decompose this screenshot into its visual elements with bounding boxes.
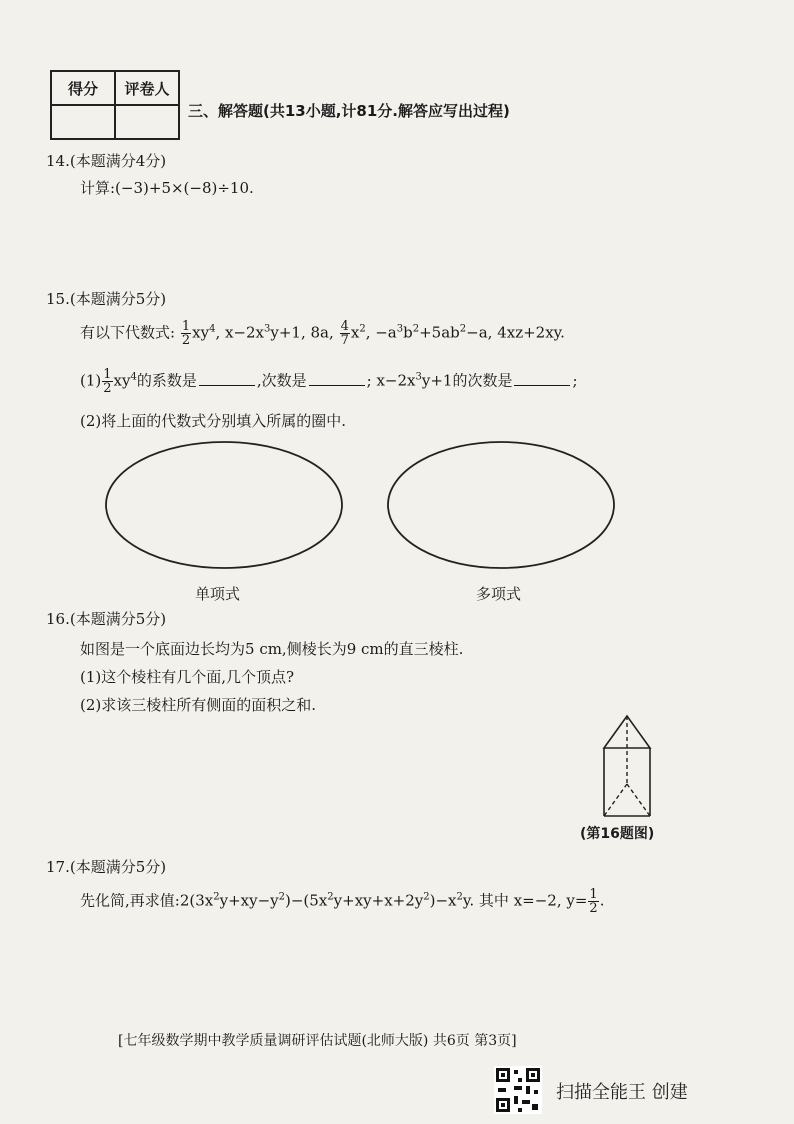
q16-header: 16.(本题满分5分) xyxy=(46,610,167,628)
exponent: 2 xyxy=(359,323,366,335)
exponent: 2 xyxy=(213,891,220,903)
answer-blank-poly-degree[interactable] xyxy=(514,373,570,386)
page-footer: [七年级数学期中教学质量调研评估试题(北师大版) 共6页 第3页] xyxy=(118,1033,517,1049)
expr-term: y+1, 8a, xyxy=(270,323,334,342)
sub1-text: ; xyxy=(572,371,578,390)
qr-code-icon xyxy=(494,1066,542,1114)
exponent: 4 xyxy=(130,371,137,383)
sub1-text: ; x−2x xyxy=(366,371,416,390)
exponent: 2 xyxy=(456,891,463,903)
q14-body: 计算:(−3)+5×(−8)÷10. xyxy=(80,179,254,197)
q16-sub1: (1)这个棱柱有几个面,几个顶点? xyxy=(80,668,295,686)
frac-num: 1 xyxy=(589,887,598,902)
q15-sub1 xyxy=(80,368,578,395)
q17-body xyxy=(80,888,604,915)
q15-expressions xyxy=(80,320,565,347)
sub1-text: 的系数是 xyxy=(136,371,197,390)
frac-den: 7 xyxy=(340,333,349,348)
sub1-text: y+1的次数是 xyxy=(421,371,513,390)
score-cell[interactable] xyxy=(51,105,115,139)
frac-num: 1 xyxy=(181,319,191,334)
polynomial-label: 多项式 xyxy=(476,585,522,603)
q15-header: 15.(本题满分5分) xyxy=(46,290,167,308)
q17-term: y. 其中 x=−2, y= xyxy=(462,891,588,910)
frac-den: 2 xyxy=(181,333,191,348)
scanner-watermark: 扫描全能王 创建 xyxy=(556,1082,688,1103)
expr-term: xy xyxy=(192,323,210,342)
expr-term: +5ab xyxy=(419,323,460,342)
expr-term: x xyxy=(350,323,360,342)
polynomial-ellipse[interactable] xyxy=(388,442,614,568)
fraction-four-sevenths xyxy=(340,320,350,347)
classification-ellipses xyxy=(100,435,640,575)
sub-prefix: (1) xyxy=(80,371,102,390)
exponent: 2 xyxy=(459,323,467,335)
fraction-half xyxy=(181,320,191,347)
frac-den: 2 xyxy=(589,901,598,916)
q17-term: . xyxy=(599,891,605,910)
frac-num: 4 xyxy=(340,319,349,334)
exponent: 2 xyxy=(412,323,420,335)
answer-blank-coefficient[interactable] xyxy=(199,373,255,386)
expr-term: −a, 4xz+2xy. xyxy=(466,323,565,342)
frac-num: 1 xyxy=(103,367,112,382)
monomial-ellipse[interactable] xyxy=(106,442,342,568)
answer-blank-degree[interactable] xyxy=(309,373,365,386)
exponent: 3 xyxy=(264,323,271,335)
expr-term: b xyxy=(403,323,413,342)
score-label: 得分 xyxy=(51,71,115,105)
q17-term: 先化简,再求值:2(3x xyxy=(80,891,214,910)
score-table xyxy=(50,70,180,140)
q17-term: y+xy+x+2y xyxy=(333,891,424,910)
fraction-half xyxy=(102,368,112,395)
expr-term: , −a xyxy=(365,323,397,342)
exponent: 4 xyxy=(209,323,216,335)
q15-sub2: (2)将上面的代数式分别填入所属的圈中. xyxy=(80,412,347,430)
triangular-prism-figure xyxy=(596,710,660,820)
reviewer-cell[interactable] xyxy=(115,105,179,139)
q17-term: y+xy−y xyxy=(219,891,279,910)
frac-den: 2 xyxy=(103,381,112,396)
q17-header: 17.(本题满分5分) xyxy=(46,858,167,876)
q16-sub2: (2)求该三棱柱所有侧面的面积之和. xyxy=(80,696,317,714)
exponent: 2 xyxy=(327,891,334,903)
q16-body: 如图是一个底面边长均为5 cm,侧棱长为9 cm的直三棱柱. xyxy=(80,640,464,658)
exponent: 3 xyxy=(415,371,422,383)
q15-intro: 有以下代数式: xyxy=(80,323,176,342)
fraction-half xyxy=(588,888,598,915)
exponent: 2 xyxy=(423,891,430,903)
monomial-label: 单项式 xyxy=(195,585,241,603)
q17-term: )−x xyxy=(429,891,457,910)
q17-term: )−(5x xyxy=(285,891,328,910)
reviewer-label: 评卷人 xyxy=(115,71,179,105)
expr-term: xy xyxy=(113,371,131,390)
exponent: 2 xyxy=(278,891,286,903)
exponent: 3 xyxy=(396,323,404,335)
section-title: 三、解答题(共13小题,计81分.解答应写出过程) xyxy=(188,102,510,120)
figure-caption: (第16题图) xyxy=(580,826,655,842)
q14-header: 14.(本题满分4分) xyxy=(46,152,167,170)
expr-term: , x−2x xyxy=(215,323,265,342)
sub1-text: ,次数是 xyxy=(256,371,307,390)
